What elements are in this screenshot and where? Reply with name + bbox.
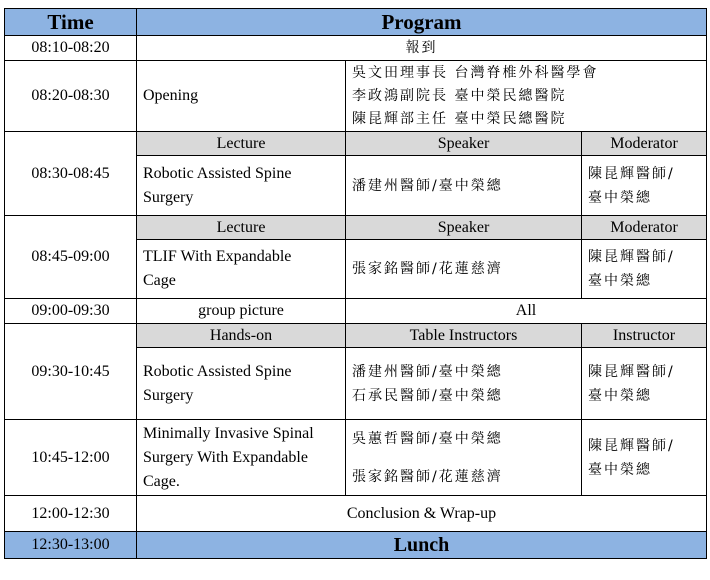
header-row xyxy=(5,9,707,36)
table-row xyxy=(5,36,707,61)
moderator-line: 陳昆輝醫師/ xyxy=(588,249,675,265)
time-cell: 09:00-09:30 xyxy=(5,299,137,324)
speaker-name: 潘建州醫師/臺中榮總 xyxy=(346,156,582,216)
column-label-hands-on: Hands-on xyxy=(137,324,346,348)
moderator-line: 陳昆輝醫師/ xyxy=(588,165,675,182)
time-cell: 08:20-08:30 xyxy=(5,61,137,132)
registration-cell: 報到 xyxy=(137,36,707,61)
instructor-line: 吳蕙哲醫師/臺中榮總 xyxy=(352,430,503,447)
conclusion-cell: Conclusion & Wrap-up xyxy=(137,496,707,532)
attendees-cell: All xyxy=(346,299,707,324)
column-label-moderator: Moderator xyxy=(582,132,707,156)
time-cell: 12:30-13:00 xyxy=(5,532,137,559)
time-cell: 09:30-10:45 xyxy=(5,324,137,420)
column-label-speaker: Speaker xyxy=(346,132,582,156)
table-row xyxy=(5,132,707,156)
instructor-line: 張家銘醫師/花蓮慈濟 xyxy=(352,468,503,485)
hands-on-topic xyxy=(137,348,346,420)
speaker-name: 張家銘醫師/花蓮慈濟 xyxy=(346,240,582,299)
instructor-name xyxy=(582,420,707,496)
column-label-lecture: Lecture xyxy=(137,216,346,240)
topic-line: Cage xyxy=(143,272,176,289)
lecture-topic xyxy=(137,240,346,299)
time-cell: 08:30-08:45 xyxy=(5,132,137,216)
column-label-speaker: Speaker xyxy=(346,216,582,240)
table-row xyxy=(5,324,707,348)
speaker-line: 吳文田理事長 台灣脊椎外科醫學會 xyxy=(352,64,599,81)
topic-line: Robotic Assisted Spine xyxy=(143,164,292,182)
time-header: Time xyxy=(5,9,137,36)
topic-line: Robotic Assisted Spine xyxy=(143,362,292,380)
time-cell: 08:45-09:00 xyxy=(5,216,137,299)
table-instructors xyxy=(346,420,582,496)
time-cell: 10:45-12:00 xyxy=(5,420,137,496)
speaker-line: 陳昆輝部主任 臺中榮民總醫院 xyxy=(352,110,567,127)
column-label-table-instructors: Table Instructors xyxy=(346,324,582,348)
topic-line: Cage. xyxy=(143,472,180,490)
moderator-name xyxy=(582,156,707,216)
table-row xyxy=(5,61,707,132)
opening-title: Opening xyxy=(137,61,346,132)
instructor-line: 石承民醫師/臺中榮總 xyxy=(352,387,503,404)
topic-line: Surgery With Expandable xyxy=(143,448,308,466)
instructor-name xyxy=(582,348,707,420)
instructor-line: 陳昆輝醫師/ xyxy=(588,363,675,380)
moderator-line: 臺中榮總 xyxy=(588,189,652,206)
lecture-topic xyxy=(137,156,346,216)
instructor-line: 陳昆輝醫師/ xyxy=(588,437,675,454)
instructor-line: 臺中榮總 xyxy=(588,387,652,404)
speaker-line: 李政鴻副院長 臺中榮民總醫院 xyxy=(352,87,567,104)
topic-line: TLIF With Expandable xyxy=(143,248,292,265)
time-cell: 12:00-12:30 xyxy=(5,496,137,532)
column-label-instructor: Instructor xyxy=(582,324,707,348)
time-cell: 08:10-08:20 xyxy=(5,36,137,61)
table-row xyxy=(5,420,707,496)
table-row xyxy=(5,496,707,532)
table-instructors xyxy=(346,348,582,420)
table-row xyxy=(5,532,707,559)
topic-line: Minimally Invasive Spinal xyxy=(143,424,314,442)
column-label-moderator: Moderator xyxy=(582,216,707,240)
lunch-cell: Lunch xyxy=(137,532,707,559)
table-row xyxy=(5,299,707,324)
agenda-table xyxy=(4,8,707,559)
table-row xyxy=(5,216,707,240)
instructor-line: 潘建州醫師/臺中榮總 xyxy=(352,363,503,380)
program-header: Program xyxy=(137,9,707,36)
opening-speakers xyxy=(346,61,707,132)
hands-on-topic xyxy=(137,420,346,496)
group-picture-title: group picture xyxy=(137,299,346,324)
topic-line: Surgery xyxy=(143,188,194,206)
moderator-name xyxy=(582,240,707,299)
moderator-line: 臺中榮總 xyxy=(588,273,652,289)
column-label-lecture: Lecture xyxy=(137,132,346,156)
instructor-line: 臺中榮總 xyxy=(588,461,652,478)
topic-line: Surgery xyxy=(143,386,194,404)
